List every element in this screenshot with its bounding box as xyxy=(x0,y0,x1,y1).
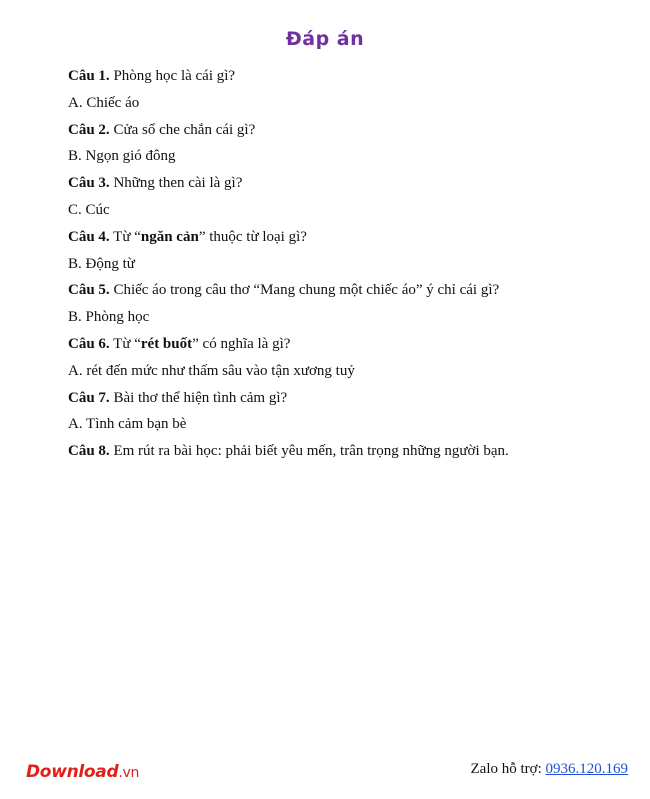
question-text-pre: Từ “ xyxy=(109,228,141,245)
question-2 xyxy=(68,117,628,144)
question-text-post: ” có nghĩa là gì? xyxy=(192,335,291,352)
question-text: Bài thơ thể hiện tình cảm gì? xyxy=(109,389,288,406)
answer-1: A. Chiếc áo xyxy=(68,94,140,111)
question-text: Em rút ra bài học: phải biết yêu mến, trân trọng những người bạn. xyxy=(109,443,509,460)
question-label: Câu 4. xyxy=(68,228,110,245)
question-8 xyxy=(68,438,628,465)
question-3 xyxy=(68,170,628,197)
question-7 xyxy=(68,385,628,412)
answer-4: B. Động từ xyxy=(68,255,135,272)
answer-7: A. Tình cảm bạn bè xyxy=(68,416,187,433)
question-label: Câu 2. xyxy=(68,121,110,138)
question-4 xyxy=(68,224,628,251)
question-keyword: ngăn cản xyxy=(140,228,199,245)
page-title: Đáp án xyxy=(285,28,365,50)
question-label: Câu 3. xyxy=(68,175,110,192)
answer-3: C. Cúc xyxy=(68,201,110,218)
download-logo[interactable] xyxy=(26,762,139,782)
support-phone-link[interactable]: 0936.120.169 xyxy=(545,761,628,777)
question-label: Câu 6. xyxy=(68,335,110,352)
question-keyword: rét buốt xyxy=(140,335,193,352)
question-text-post: ” thuộc từ loại gì? xyxy=(198,228,307,245)
question-text: Phòng học là cái gì? xyxy=(109,68,236,84)
logo-suffix: .vn xyxy=(118,765,140,781)
question-6 xyxy=(68,331,628,358)
question-text: Những then cài là gì? xyxy=(109,175,243,192)
answer-6: A. rét đến mức như thấm sâu vào tận xương tuỷ xyxy=(68,362,355,379)
question-5 xyxy=(68,277,628,304)
answer-5: B. Phòng học xyxy=(68,309,150,326)
question-text: Cửa sổ che chắn cái gì? xyxy=(109,121,256,138)
answer-2: B. Ngọn gió đông xyxy=(68,148,176,165)
zalo-support xyxy=(471,761,629,778)
question-1 xyxy=(68,63,628,90)
answer-list xyxy=(68,63,628,465)
support-label: Zalo hỗ trợ: xyxy=(470,761,546,777)
question-text-pre: Từ “ xyxy=(109,335,141,352)
question-text: Chiếc áo trong câu thơ “Mang chung một chiếc áo” ý chỉ cái gì? xyxy=(109,282,500,299)
question-label: Câu 1. xyxy=(68,68,110,84)
question-label: Câu 5. xyxy=(68,282,110,299)
question-label: Câu 7. xyxy=(68,389,110,406)
question-label: Câu 8. xyxy=(68,443,110,460)
logo-main: Download xyxy=(26,762,119,782)
